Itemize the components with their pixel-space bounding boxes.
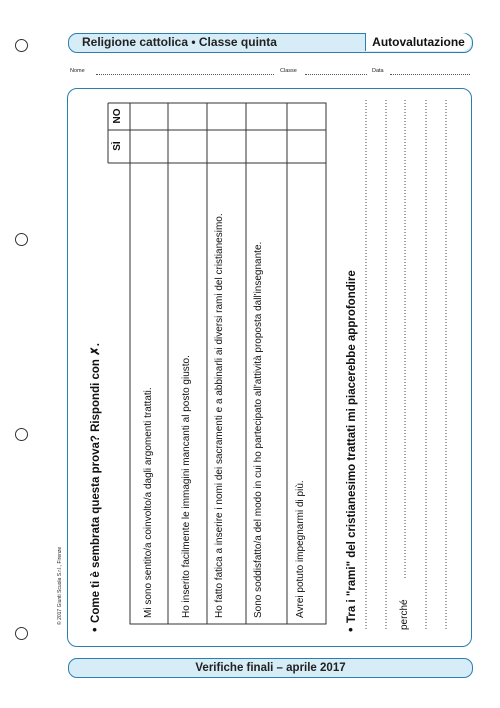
- bullet-icon: •: [343, 627, 358, 632]
- col-no: NO: [112, 108, 123, 124]
- classe-label: Classe: [280, 68, 297, 74]
- page-title: Religione cattolica • Classe quinta: [82, 35, 277, 49]
- col-si: SÌ: [112, 141, 123, 151]
- data-label: Data: [372, 68, 384, 74]
- section-tab: Autovalutazione: [365, 33, 471, 51]
- question1-prompt: Come ti è sembrata questa prova? Rispondi con ✗.: [90, 343, 102, 623]
- item-1: Mi sono sentito/a coinvolto/a dagli argomenti trattati.: [143, 387, 154, 618]
- copyright-text: © 2017 Giunti Scuola S.r.l., Firenze: [57, 546, 63, 625]
- question2-prompt: Tra i "rami" del cristianesimo trattati mi piacerebbe approfondire: [346, 270, 358, 623]
- item-3: Ho fatto fatica a inserire i nomi dei sacramenti e a abbinarli ai diversi rami del cristianesimo.: [214, 213, 225, 618]
- bullet-icon: •: [87, 627, 102, 632]
- item-2: Ho inserito facilmente le immagini mancanti al posto giusto.: [181, 355, 192, 618]
- item-4: Sono soddisfatto/a del modo in cui ho partecipato all'attività proposta dall'insegnante.: [253, 241, 264, 618]
- perche-label: perché: [399, 599, 410, 630]
- item-5: Avrei potuto impegnarmi di più.: [295, 480, 306, 618]
- nome-label: Nome: [70, 68, 85, 74]
- footer-bar: Verifiche finali – aprile 2017: [68, 658, 473, 678]
